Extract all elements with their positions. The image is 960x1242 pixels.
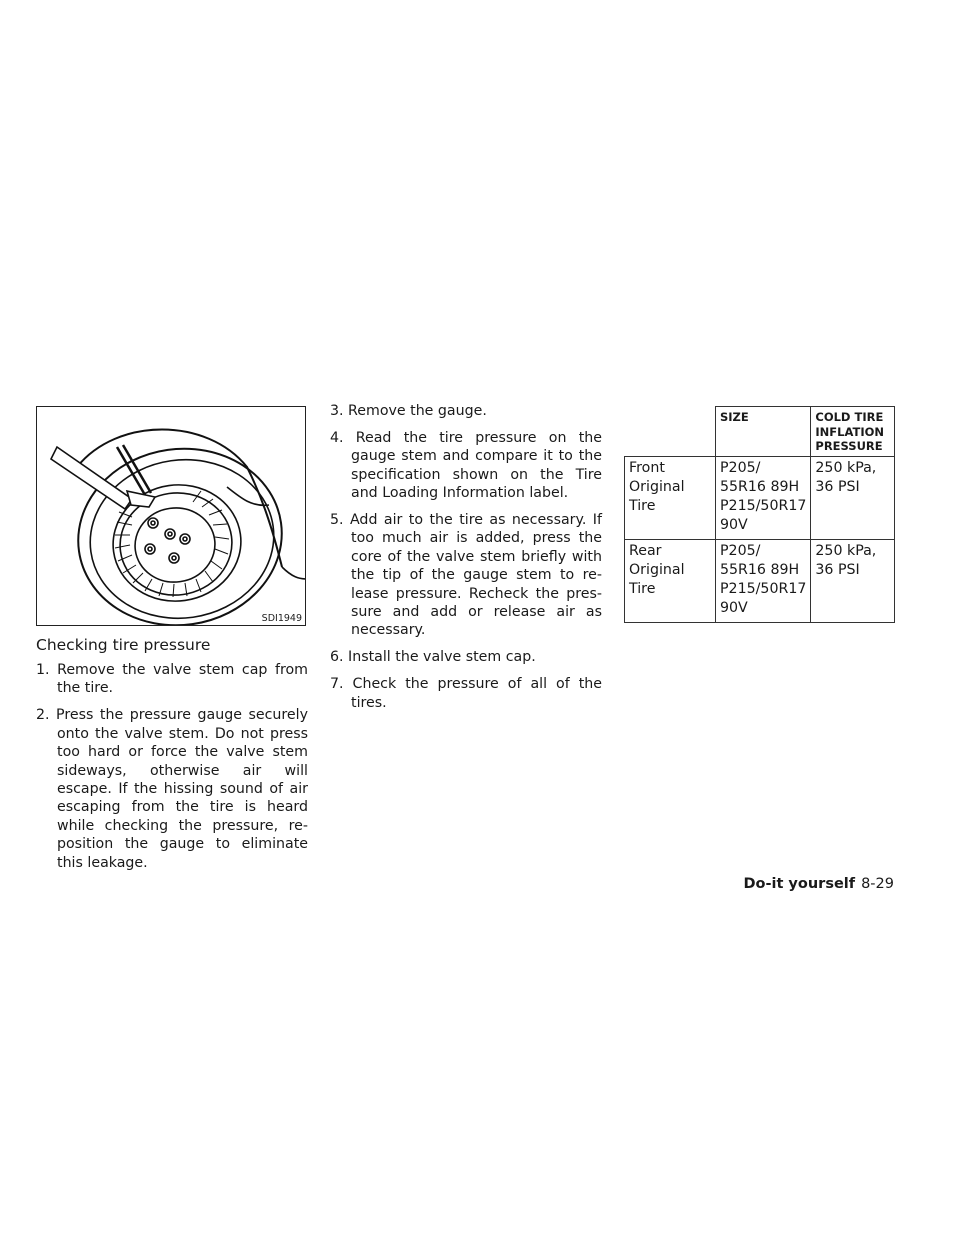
pressure-line: 250 kPa, bbox=[815, 459, 877, 476]
table-row bbox=[625, 539, 895, 622]
tire-pressure-figure bbox=[36, 406, 306, 626]
section-title: Checking tire pressure bbox=[36, 636, 211, 654]
figure-code: SDI1949 bbox=[261, 613, 302, 624]
table-cell-position: Front Original Tire bbox=[625, 456, 716, 539]
step-7: 7. Check the pressure of all of the tires. bbox=[330, 676, 602, 711]
step-5: 5. Add air to the tire as necessary. If too much air is added, press the core of the valve stem briefly with the tip of the gauge stem to release pressure. Recheck the pressure and add or release air as necessary. bbox=[330, 512, 602, 639]
pressure-line: 36 PSI bbox=[815, 478, 860, 495]
page-footer bbox=[743, 876, 894, 892]
size-line: 90V bbox=[720, 599, 748, 616]
table-cell-position: Rear Original Tire bbox=[625, 539, 716, 622]
step-1: 1. Remove the valve stem cap from the tire. bbox=[36, 662, 308, 697]
step-2: 2. Press the pressure gauge securely onto the valve stem. Do not press too hard or force the valve stem sideways, otherwise air will escape. If the hissing sound of air escaping from the tire is heard while checking the pressure, reposition the gauge to eliminate this leakage. bbox=[36, 707, 308, 871]
size-line: 55R16 89H bbox=[720, 478, 800, 495]
table-header-row bbox=[625, 407, 895, 457]
size-line: P215/50R17 bbox=[720, 580, 807, 597]
step-6: 6. Install the valve stem cap. bbox=[330, 649, 536, 666]
pressure-line: 250 kPa, bbox=[815, 542, 877, 559]
steps-list-part2 bbox=[330, 402, 602, 712]
table-row bbox=[625, 456, 895, 539]
table-cell-pressure bbox=[811, 456, 895, 539]
size-line: P205/ bbox=[720, 542, 761, 559]
table-header-pressure: COLD TIRE INFLATION PRESSURE bbox=[811, 407, 895, 457]
footer-section-title: Do-it yourself bbox=[743, 876, 856, 892]
table-header-size: SIZE bbox=[716, 407, 811, 457]
page-number: 8-29 bbox=[861, 876, 894, 892]
step-4: 4. Read the tire pressure on the gauge stem and compare it to the specification shown on the Tire and Loading Information label. bbox=[330, 429, 602, 502]
step-3: 3. Remove the gauge. bbox=[330, 403, 487, 419]
table-cell-size bbox=[716, 539, 811, 622]
tire-pressure-table bbox=[624, 406, 895, 623]
size-line: P215/50R17 bbox=[720, 497, 807, 514]
size-line: 90V bbox=[720, 516, 748, 533]
table-header-empty bbox=[625, 407, 716, 457]
steps-list-part1 bbox=[36, 661, 308, 872]
middle-column bbox=[330, 402, 602, 721]
size-line: 55R16 89H bbox=[720, 561, 800, 578]
right-column bbox=[624, 406, 896, 623]
pressure-line: 36 PSI bbox=[815, 561, 860, 578]
table-cell-pressure bbox=[811, 539, 895, 622]
size-line: P205/ bbox=[720, 459, 761, 476]
left-column bbox=[36, 406, 308, 880]
table-cell-size bbox=[716, 456, 811, 539]
tire-pressure-gauge-illustration bbox=[37, 407, 306, 626]
